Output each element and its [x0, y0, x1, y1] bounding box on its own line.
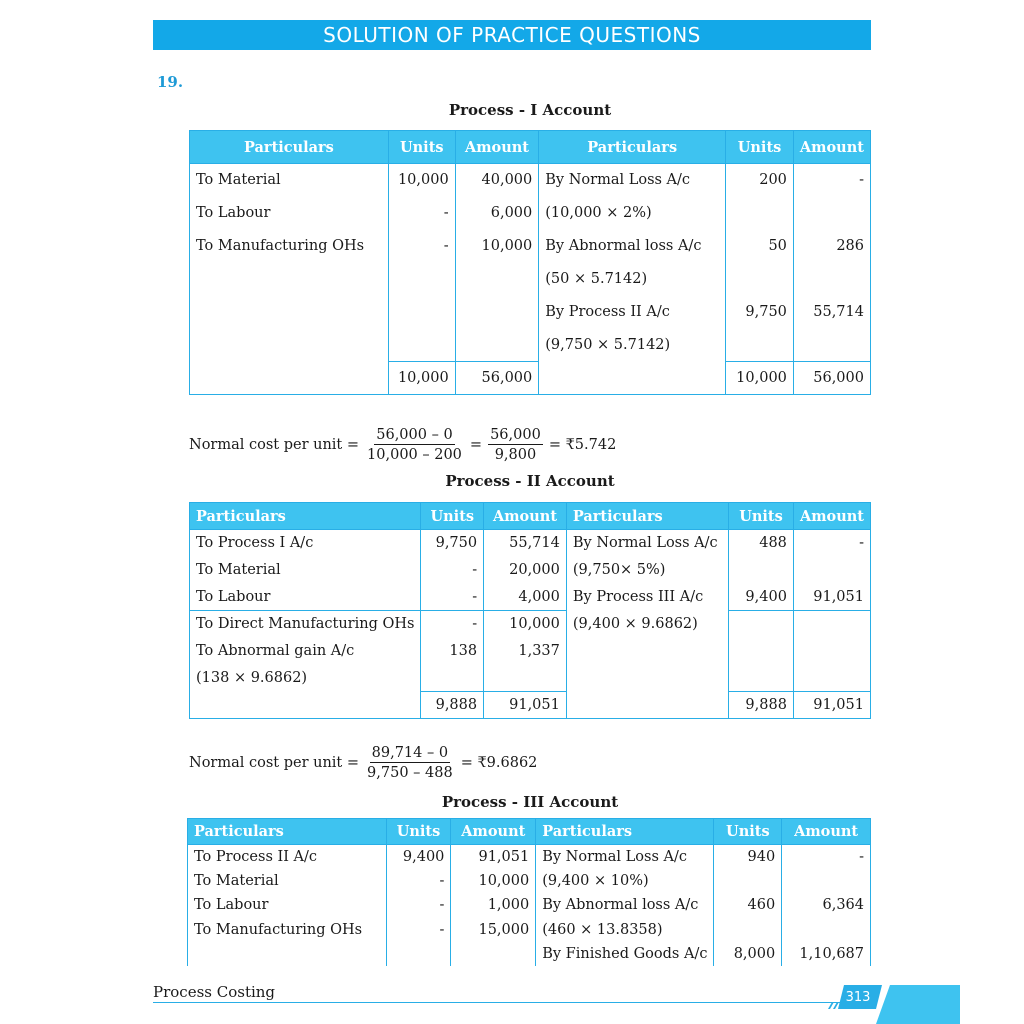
- formula2-result: = ₹9.6862: [460, 755, 538, 771]
- table-cell: By Normal Loss A/c: [539, 164, 726, 197]
- table-cell: 55,714: [484, 530, 567, 557]
- table-cell: 20,000: [484, 557, 567, 584]
- table-cell: (9,400 × 9.6862): [566, 611, 728, 638]
- table-cell: (10,000 × 2%): [539, 197, 726, 230]
- formula2-fraction: [365, 745, 455, 781]
- table-cell: 91,051: [451, 845, 536, 869]
- account2-title: Process - II Account: [445, 472, 615, 490]
- column-header: Amount: [455, 131, 539, 164]
- table-cell: -: [388, 230, 455, 263]
- table-row: [190, 263, 871, 296]
- table-cell: 55,714: [793, 296, 870, 329]
- table-cell: By Finished Goods A/c: [536, 942, 714, 966]
- table-cell: [726, 197, 794, 230]
- table-cell: -: [793, 164, 870, 197]
- table-row: [190, 164, 871, 197]
- table-cell: -: [386, 869, 451, 893]
- column-header: Particulars: [539, 131, 726, 164]
- total-cell: [566, 692, 728, 719]
- total-cell: 91,051: [484, 692, 567, 719]
- table-cell: [726, 263, 794, 296]
- table-cell: -: [386, 918, 451, 942]
- table-cell: [188, 942, 387, 966]
- table-cell: 9,750: [726, 296, 794, 329]
- table-cell: To Manufacturing OHs: [188, 918, 387, 942]
- table-cell: To Abnormal gain A/c: [190, 638, 421, 665]
- formula-1: [189, 427, 616, 463]
- table-cell: To Labour: [188, 893, 387, 917]
- table-row: [190, 230, 871, 263]
- table-cell: By Abnormal loss A/c: [536, 893, 714, 917]
- table-cell: By Process III A/c: [566, 584, 728, 611]
- total-cell: 9,888: [421, 692, 484, 719]
- table-cell: [729, 611, 794, 638]
- table-cell: 200: [726, 164, 794, 197]
- table-cell: [455, 296, 539, 329]
- formula-2: [189, 745, 537, 781]
- page-badge-graphic: [822, 985, 960, 1024]
- table-cell: [455, 329, 539, 362]
- table-cell: 488: [729, 530, 794, 557]
- table-cell: (138 × 9.6862): [190, 665, 421, 692]
- table-cell: By Normal Loss A/c: [536, 845, 714, 869]
- table-cell: [729, 665, 794, 692]
- table-cell: [714, 918, 782, 942]
- table-cell: By Normal Loss A/c: [566, 530, 728, 557]
- table-cell: (9,750 × 5.7142): [539, 329, 726, 362]
- table-cell: (9,400 × 10%): [536, 869, 714, 893]
- table-row: [188, 942, 871, 966]
- column-header: Particulars: [566, 503, 728, 530]
- total-row: [190, 692, 871, 719]
- table-cell: [793, 638, 870, 665]
- table-cell: By Abnormal loss A/c: [539, 230, 726, 263]
- table-cell: (9,750× 5%): [566, 557, 728, 584]
- table-cell: 10,000: [451, 869, 536, 893]
- table-cell: -: [386, 893, 451, 917]
- table-cell: [566, 638, 728, 665]
- page-number-badge: [822, 985, 960, 1024]
- table-cell: 460: [714, 893, 782, 917]
- total-cell: [190, 362, 389, 395]
- table-cell: To Material: [190, 164, 389, 197]
- table-cell: [793, 197, 870, 230]
- column-header: Units: [714, 819, 782, 845]
- formula1-den2: 9,800: [494, 447, 537, 463]
- total-row: [190, 362, 871, 395]
- table-cell: To Process II A/c: [188, 845, 387, 869]
- table-cell: 9,400: [386, 845, 451, 869]
- total-cell: 56,000: [793, 362, 870, 395]
- column-header: Particulars: [188, 819, 387, 845]
- table-cell: -: [388, 197, 455, 230]
- formula1-num1: 56,000 – 0: [376, 427, 453, 443]
- table-cell: (50 × 5.7142): [539, 263, 726, 296]
- table-cell: [726, 329, 794, 362]
- table-cell: By Process II A/c: [539, 296, 726, 329]
- formula1-result: = ₹5.742: [548, 437, 617, 453]
- table-row: [190, 296, 871, 329]
- table-cell: [388, 296, 455, 329]
- footer-rule: [153, 1002, 853, 1003]
- total-cell: [190, 692, 421, 719]
- table-cell: [190, 296, 389, 329]
- table-cell: 15,000: [451, 918, 536, 942]
- column-header: Units: [726, 131, 794, 164]
- total-cell: [539, 362, 726, 395]
- header-row: [190, 503, 871, 530]
- table-cell: [729, 557, 794, 584]
- formula1-fraction-1: [365, 427, 464, 463]
- table-cell: 1,337: [484, 638, 567, 665]
- table-cell: [386, 942, 451, 966]
- table-cell: 50: [726, 230, 794, 263]
- column-header: Particulars: [536, 819, 714, 845]
- table-cell: [190, 263, 389, 296]
- table-cell: 6,364: [782, 893, 871, 917]
- table-row: [190, 584, 871, 611]
- table-row: [190, 665, 871, 692]
- process-3-account-table: [187, 818, 871, 966]
- column-header: Units: [386, 819, 451, 845]
- total-cell: 56,000: [455, 362, 539, 395]
- column-header: Amount: [782, 819, 871, 845]
- table-cell: 4,000: [484, 584, 567, 611]
- table-cell: 940: [714, 845, 782, 869]
- table-cell: 1,000: [451, 893, 536, 917]
- table-cell: [451, 942, 536, 966]
- table-cell: [190, 329, 389, 362]
- table-row: [190, 611, 871, 638]
- column-header: Units: [729, 503, 794, 530]
- total-cell: 10,000: [726, 362, 794, 395]
- formula2-label: Normal cost per unit =: [189, 755, 360, 771]
- process-1-account-table: [189, 130, 871, 395]
- table-cell: [566, 665, 728, 692]
- table-cell: -: [793, 530, 870, 557]
- table-cell: (460 × 13.8358): [536, 918, 714, 942]
- table-row: [190, 530, 871, 557]
- chapter-name: Process Costing: [153, 983, 276, 1001]
- table-cell: 9,400: [729, 584, 794, 611]
- table-cell: [793, 665, 870, 692]
- table-cell: To Material: [188, 869, 387, 893]
- table-cell: -: [421, 611, 484, 638]
- header-row: [190, 131, 871, 164]
- page-number: 313: [845, 990, 871, 1005]
- formula2-num1: 89,714 – 0: [371, 745, 449, 761]
- table-cell: [793, 611, 870, 638]
- table-cell: [484, 665, 567, 692]
- table-cell: To Labour: [190, 197, 389, 230]
- formula1-fraction-2: [488, 427, 543, 463]
- formula2-den1: 9,750 – 488: [367, 765, 453, 781]
- table-cell: 9,750: [421, 530, 484, 557]
- table-cell: [455, 263, 539, 296]
- table-row: [190, 557, 871, 584]
- formula1-den1: 10,000 – 200: [367, 447, 462, 463]
- formula1-num2: 56,000: [490, 427, 541, 443]
- table-cell: To Labour: [190, 584, 421, 611]
- table-cell: 286: [793, 230, 870, 263]
- table-row: [190, 197, 871, 230]
- column-header: Amount: [451, 819, 536, 845]
- table-cell: [421, 665, 484, 692]
- table-cell: [782, 869, 871, 893]
- table-cell: [793, 557, 870, 584]
- table-cell: [729, 638, 794, 665]
- table-cell: To Manufacturing OHs: [190, 230, 389, 263]
- table-cell: [714, 869, 782, 893]
- account1-title: Process - I Account: [448, 101, 612, 119]
- table-cell: To Process I A/c: [190, 530, 421, 557]
- total-cell: 9,888: [729, 692, 794, 719]
- header-row: [188, 819, 871, 845]
- total-cell: 10,000: [388, 362, 455, 395]
- table-row: [188, 893, 871, 917]
- process-2-account-table: [189, 502, 871, 719]
- column-header: Amount: [793, 503, 870, 530]
- table-row: [188, 845, 871, 869]
- account3-title: Process - III Account: [441, 793, 619, 811]
- question-number: 19.: [157, 73, 184, 91]
- table-row: [190, 638, 871, 665]
- table-cell: 10,000: [388, 164, 455, 197]
- column-header: Particulars: [190, 503, 421, 530]
- table-cell: [793, 329, 870, 362]
- table-cell: 10,000: [484, 611, 567, 638]
- column-header: Amount: [793, 131, 870, 164]
- table-row: [188, 918, 871, 942]
- formula1-label: Normal cost per unit =: [189, 437, 360, 453]
- table-cell: [782, 918, 871, 942]
- table-cell: -: [421, 557, 484, 584]
- table-cell: 91,051: [793, 584, 870, 611]
- table-cell: 138: [421, 638, 484, 665]
- column-header: Particulars: [190, 131, 389, 164]
- table-cell: [388, 263, 455, 296]
- table-row: [190, 329, 871, 362]
- total-cell: 91,051: [793, 692, 870, 719]
- table-cell: 40,000: [455, 164, 539, 197]
- page-banner: SOLUTION OF PRACTICE QUESTIONS: [153, 20, 871, 50]
- table-row: [188, 869, 871, 893]
- table-cell: 6,000: [455, 197, 539, 230]
- formula1-equals: =: [469, 437, 483, 453]
- table-cell: 10,000: [455, 230, 539, 263]
- table-cell: To Direct Manufacturing OHs: [190, 611, 421, 638]
- table-cell: -: [782, 845, 871, 869]
- column-header: Units: [388, 131, 455, 164]
- table-cell: [793, 263, 870, 296]
- column-header: Amount: [484, 503, 567, 530]
- table-cell: 8,000: [714, 942, 782, 966]
- table-cell: -: [421, 584, 484, 611]
- table-cell: To Material: [190, 557, 421, 584]
- column-header: Units: [421, 503, 484, 530]
- table-cell: 1,10,687: [782, 942, 871, 966]
- table-cell: [388, 329, 455, 362]
